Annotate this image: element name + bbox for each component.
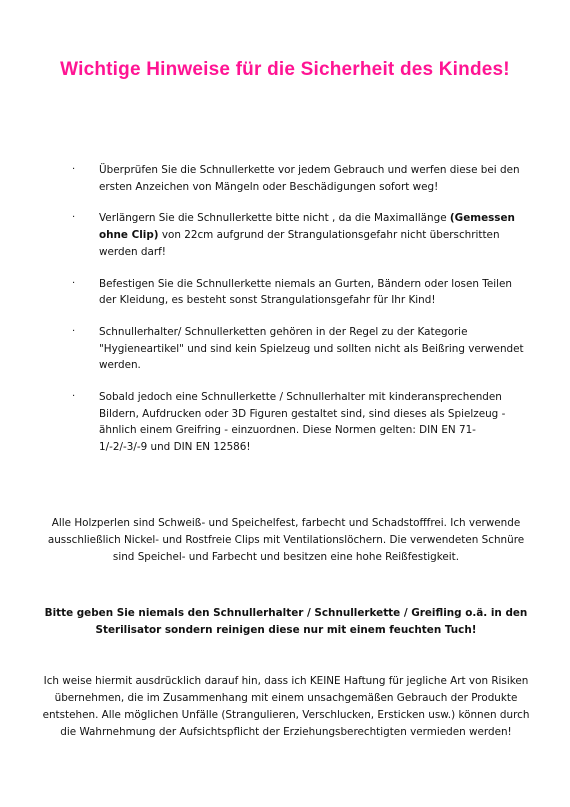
list-item: [72, 324, 524, 374]
list-item-text: Schnullerhalter/ Schnullerketten gehören in der Regel zu der Kategorie "Hygieneartikel" und sind kein Spielzeug und sollten nicht als Beißring verwendet werden.: [99, 325, 524, 372]
list-item-text: Befestigen Sie die Schnullerkette niemals an Gurten, Bändern oder losen Teilen der Kleidung, es besteht sonst Strangulationsgefahr für Ihr Kind!: [99, 277, 512, 307]
list-item-text: Sobald jedoch eine Schnullerkette / Schnullerhalter mit kinderansprechenden Bildern, Aufdrucken oder 3D Figuren gestaltet sind, sind dieses als Spielzeug - ähnlich einem Greifring - einzuordnen. Diese Normen gelten: DIN EN 71-1/-2/-3/-9 und DIN EN 12586!: [99, 391, 506, 454]
list-item-bold-text: (Gemessen ohne Clip): [99, 212, 515, 242]
list-item-text: von 22cm aufgrund der Strangulationsgefahr nicht überschritten werden darf!: [99, 229, 500, 258]
materials-paragraph: Alle Holzperlen sind Schweiß- und Speichelfest, farbecht und Schadstofffrei. Ich verwende ausschließlich Nickel- und Rostfreie Clips mit Ventilationslöchern. Die verwendeten Schnüre sind Speichel- und Farbecht und besitzen eine hohe Reißfestigkeit.: [47, 517, 525, 563]
list-item-text: Verlängern Sie die Schnullerkette bitte nicht , da die Maximallänge: [99, 212, 450, 225]
page-title: Wichtige Hinweise für die Sicherheit des Kindes!: [60, 59, 510, 80]
bullet-icon: ·: [72, 164, 76, 175]
bullet-icon: ·: [72, 212, 76, 224]
sterilizer-warning: Bitte geben Sie niemals den Schnullerhalter / Schnullerkette / Greifling o.ä. in den Sterilisator sondern reinigen diese nur mit einem feuchten Tuch!: [44, 607, 528, 637]
list-item-text: Überprüfen Sie die Schnullerkette vor jedem Gebrauch und werfen diese bei den ersten Anzeichen von Mängeln oder Beschädigungen sofort weg!: [99, 164, 520, 193]
list-item: [72, 210, 524, 260]
list-item: [72, 162, 524, 195]
bullet-icon: ·: [72, 391, 76, 403]
list-item: [72, 276, 524, 309]
list-item: [72, 389, 524, 456]
bullet-icon: ·: [72, 277, 76, 289]
liability-paragraph: Ich weise hiermit ausdrücklich darauf hin, dass ich KEINE Haftung für jegliche Art von Risiken übernehmen, die im Zusammenhang mit einem unsachgemäßen Gebrauch der Produkte entstehen. Alle möglichen Unfälle (Strangulieren, Verschlucken, Ersticken usw.) können durch die Wahrnehmung der Aufsichtspflicht der Erziehungsberechtigten vermieden werden!: [42, 675, 530, 738]
safety-list: [72, 162, 524, 471]
bullet-icon: ·: [72, 325, 76, 337]
